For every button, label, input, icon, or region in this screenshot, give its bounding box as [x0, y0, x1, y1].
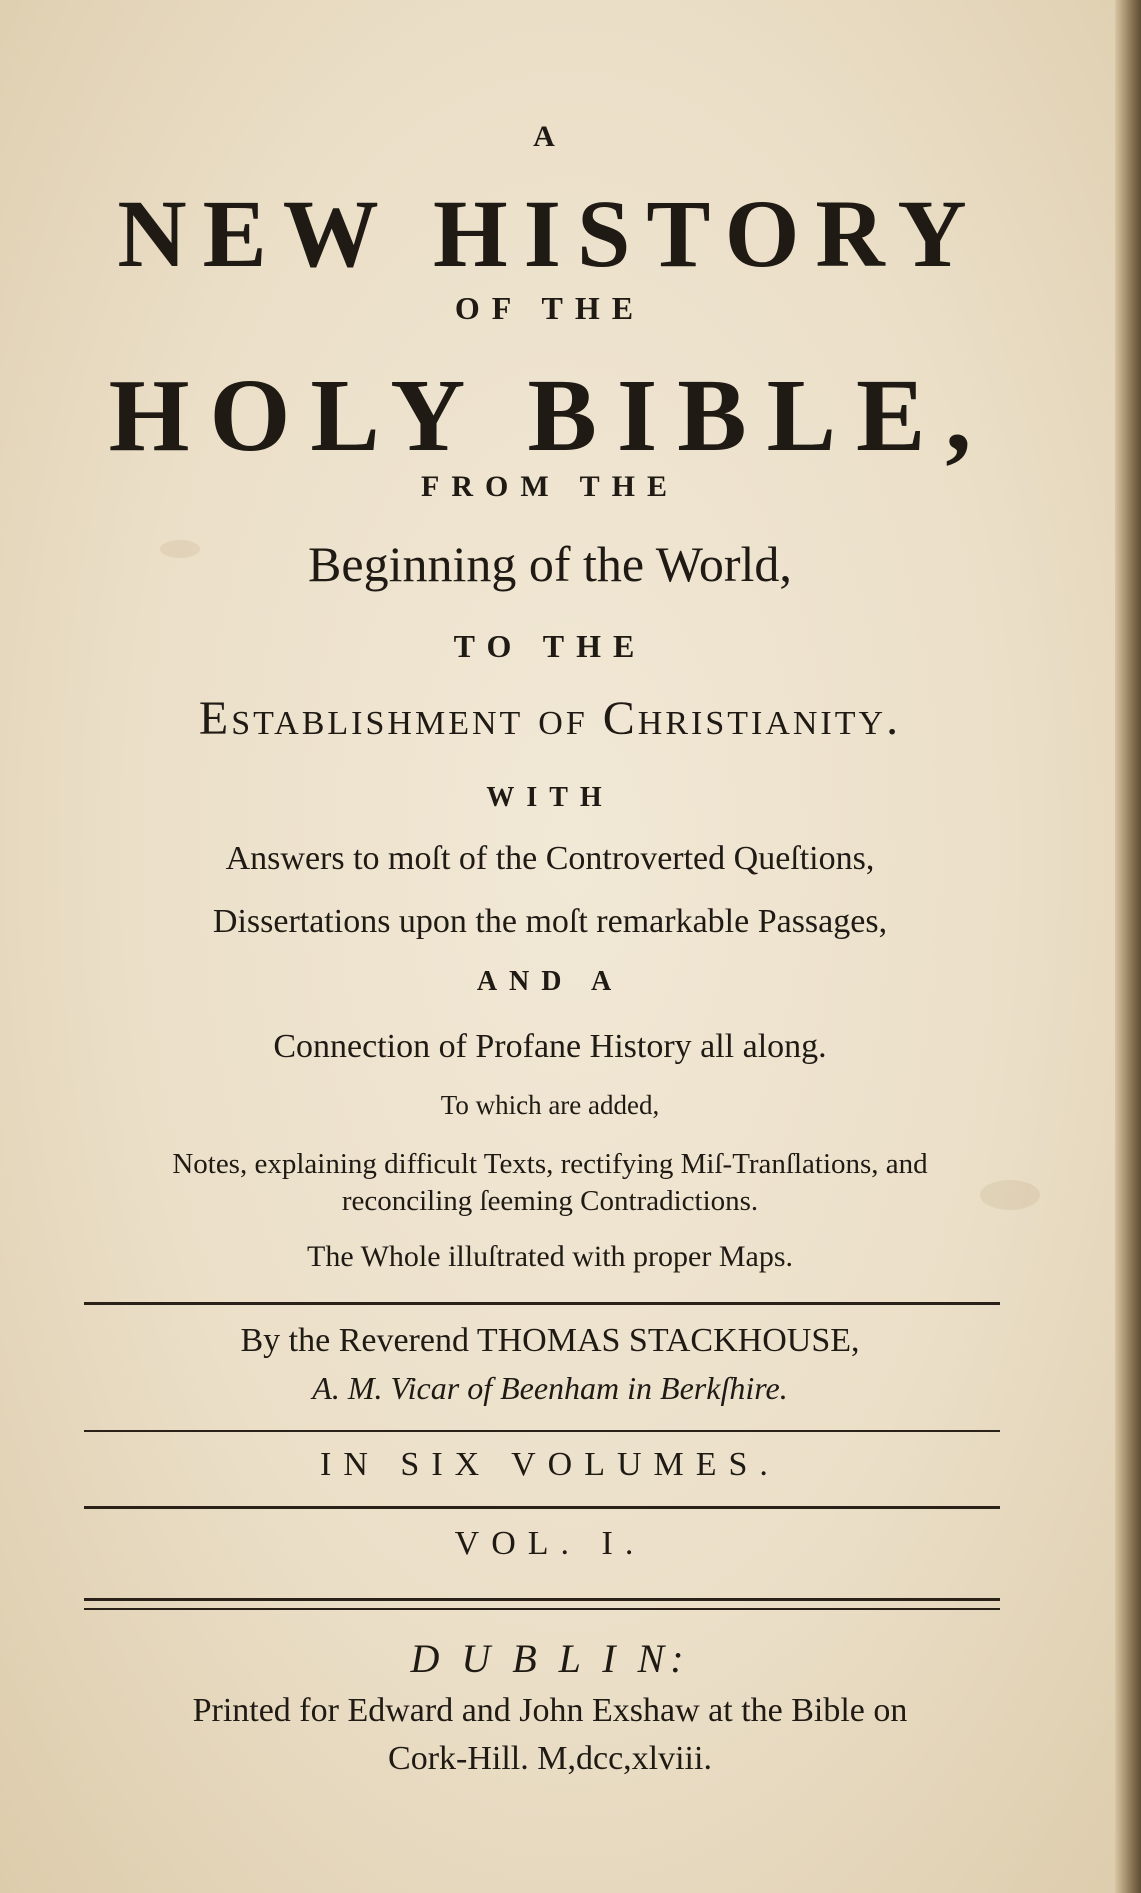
- divider-rule: [84, 1430, 1000, 1432]
- imprint-line-1: Printed for Edward and John Exshaw at the Bible on: [192, 1692, 908, 1729]
- title-line-new-history: NEW HISTORY: [117, 180, 983, 287]
- dissertations-line: Dissertations upon the moſt remarkable Passages,: [212, 903, 888, 940]
- book-spine-edge: [1115, 0, 1141, 1893]
- divider-rule: [84, 1302, 1000, 1305]
- from-the-line: FROM THE: [421, 470, 679, 503]
- and-a-line: AND A: [476, 966, 624, 997]
- title-line-holy-bible: HOLY BIBLE,: [108, 358, 992, 473]
- volume-line: VOL. I.: [454, 1525, 646, 1562]
- author-line-1: By the Reverend THOMAS STACKHOUSE,: [240, 1322, 860, 1359]
- divider-rule: [84, 1608, 1000, 1610]
- to-the-line: TO THE: [453, 628, 647, 664]
- maps-line: The Whole illuſtrated with proper Maps.: [307, 1240, 793, 1273]
- place-line: D U B L I N:: [410, 1636, 690, 1681]
- author-line-2: A. M. Vicar of Beenham in Berkſhire.: [312, 1370, 788, 1406]
- establishment-line: Establishment of Christianity.: [198, 692, 902, 745]
- of-the-line: OF THE: [454, 290, 646, 326]
- notes-line-1: Notes, explaining difficult Texts, rectifying Miſ-Tranſlations, and: [172, 1148, 928, 1180]
- beginning-line: Beginning of the World,: [308, 536, 792, 592]
- answers-line: Answers to moſt of the Controverted Queſtions,: [225, 840, 875, 877]
- imprint-line-2: Cork-Hill. M,dcc,xlviii.: [388, 1740, 712, 1777]
- divider-rule: [84, 1598, 1000, 1601]
- notes-line-2: reconciling ſeeming Contradictions.: [341, 1185, 759, 1217]
- volumes-line: IN SIX VOLUMES.: [320, 1446, 780, 1483]
- title-article: A: [533, 120, 567, 153]
- with-line: WITH: [486, 782, 614, 813]
- divider-rule: [84, 1506, 1000, 1509]
- to-which-line: To which are added,: [440, 1090, 660, 1120]
- connection-line: Connection of Profane History all along.: [273, 1028, 827, 1065]
